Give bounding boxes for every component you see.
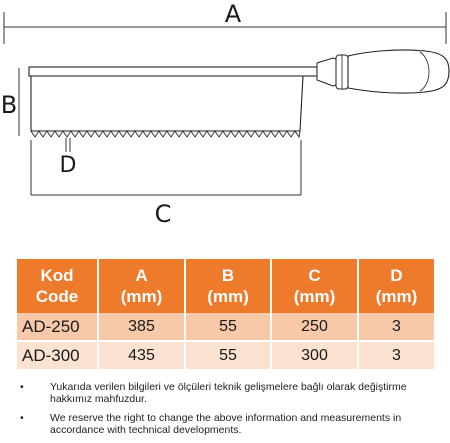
saw-handle-grip [348, 50, 449, 93]
dim-b-label: B [0, 91, 18, 119]
disclaimer-notes [20, 381, 440, 443]
saw-blade [31, 76, 303, 131]
spec-table [17, 259, 434, 369]
header-d: D (mm) [358, 259, 434, 313]
cell-d: 3 [358, 313, 434, 341]
note-text: Yukarıda verilen bilgileri ve ölçüleri teknik gelişmelere bağlı olarak değiştirme hakkımız mahfuzdur. [50, 381, 407, 405]
saw-handle-neck [317, 58, 336, 86]
note-turkish [20, 381, 440, 405]
cell-b: 55 [185, 341, 271, 369]
cell-d: 3 [358, 341, 434, 369]
note-text: We reserve the right to change the above information and measurements in accordance with technical developments. [50, 412, 402, 436]
dim-c-label: C [154, 200, 172, 228]
cell-code: AD-250 [17, 313, 98, 341]
header-a: A (mm) [98, 259, 185, 313]
cell-a: 385 [98, 313, 185, 341]
cell-b: 55 [185, 313, 271, 341]
table-row [17, 341, 434, 369]
bullet: • [20, 412, 24, 424]
table-row [17, 313, 434, 341]
saw-teeth [31, 131, 300, 137]
cell-a: 435 [98, 341, 185, 369]
header-b: B (mm) [185, 259, 271, 313]
dim-a-label: A [224, 0, 242, 28]
cell-code: AD-300 [17, 341, 98, 369]
header-code: Kod Code [17, 259, 98, 313]
table-header-row [17, 259, 434, 313]
dim-d-label: D [59, 153, 77, 178]
note-english [20, 412, 440, 436]
bullet: • [20, 381, 24, 393]
header-c: C (mm) [271, 259, 358, 313]
saw-back-spine [29, 67, 317, 76]
cell-c: 300 [271, 341, 358, 369]
cell-c: 250 [271, 313, 358, 341]
